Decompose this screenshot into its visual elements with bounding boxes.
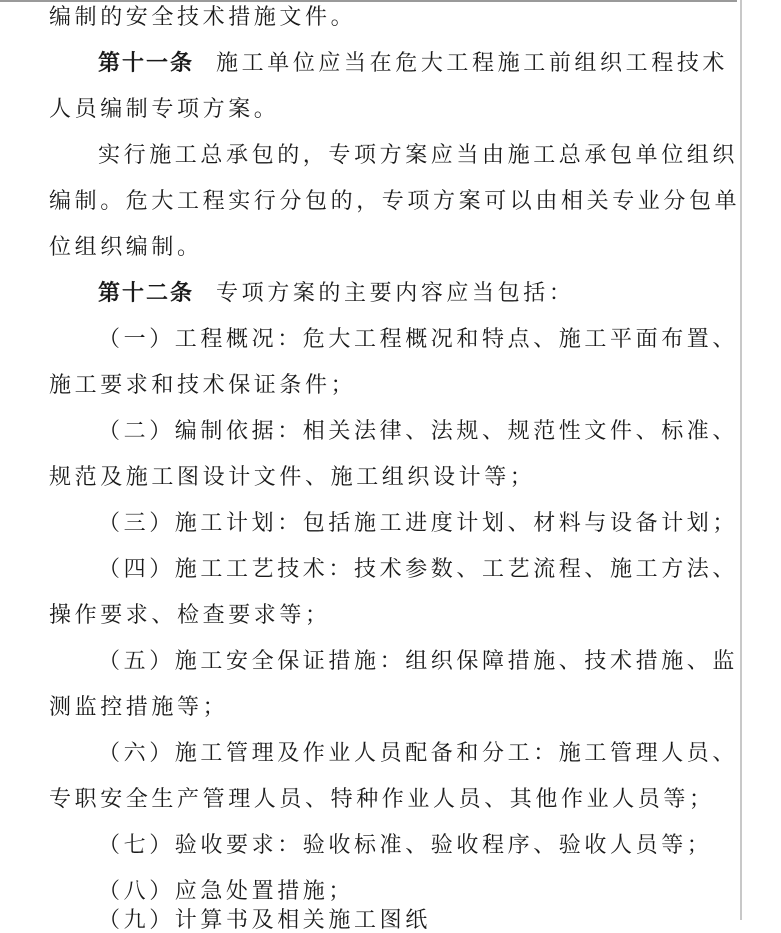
page-top-border [0,0,737,2]
article-12-title: 第十二条 [98,281,195,306]
list-item: （三）施工计划：包括施工进度计划、材料与设备计划； [98,511,739,536]
list-item: （四）施工工艺技术：技术参数、工艺流程、施工方法、 [98,557,739,582]
cut-off-line-container [0,908,781,933]
text-line: 测监控措施等； [49,695,229,720]
text-line: 操作要求、检查要求等； [49,603,331,628]
text-line: 专职安全生产管理人员、特种作业人员、其他作业人员等； [49,787,715,812]
list-item: （八）应急处置措施； [98,879,355,904]
list-item: （二）编制依据：相关法律、法规、规范性文件、标准、 [98,419,739,444]
text-line: 实行施工总承包的，专项方案应当由施工总承包单位组织 [98,143,739,168]
text-line: 人员编制专项方案。 [49,97,280,122]
text-line: 规范及施工图设计文件、施工组织设计等； [49,465,536,490]
text-line: 编制。危大工程实行分包的，专项方案可以由相关专业分包单 [49,189,741,214]
article-11-text: 施工单位应当在危大工程施工前组织工程技术 [216,51,729,76]
list-item: （六）施工管理及作业人员配备和分工：施工管理人员、 [98,741,739,766]
article-11-line [98,52,728,76]
list-item: （一）工程概况：危大工程概况和特点、施工平面布置、 [98,327,739,352]
list-item: （七）验收要求：验收标准、验收程序、验收人员等； [98,833,713,858]
article-12-line [98,282,574,306]
text-line: 位组织编制。 [49,235,203,260]
page-right-border [740,0,781,920]
article-12-text: 专项方案的主要内容应当包括： [216,281,575,306]
text-line: 施工要求和技术保证条件； [49,373,357,398]
text-line: 编制的安全技术措施文件。 [49,5,357,30]
list-item: （五）施工安全保证措施：组织保障措施、技术措施、监 [98,649,739,674]
article-11-title: 第十一条 [98,51,195,76]
cut-off-list-item: （九）计算书及相关施工图纸 [98,908,431,933]
